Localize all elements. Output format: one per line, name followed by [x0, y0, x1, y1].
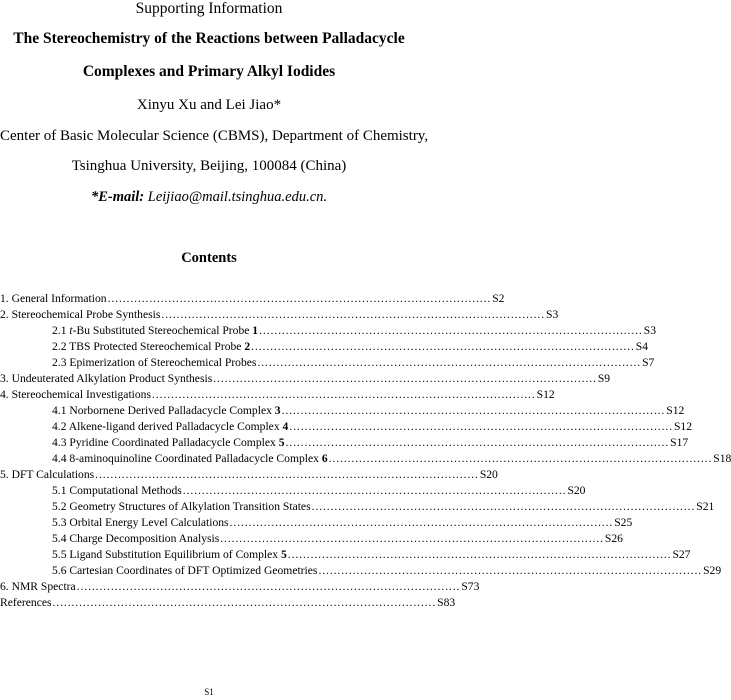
toc-entry-label: 5. DFT Calculations	[0, 468, 95, 481]
toc-leader-dots: .....................................................................................................	[229, 516, 614, 529]
toc-entry-page: S20	[567, 484, 586, 497]
toc-entry[interactable]	[0, 499, 715, 515]
toc-leader-dots: .....................................................................................................	[220, 532, 604, 545]
toc-entry-page: S20	[479, 468, 498, 481]
toc-entry-label: 5.3 Orbital Energy Level Calculations	[52, 516, 229, 529]
toc-entry-label: 5.6 Cartesian Coordinates of DFT Optimized Geometries	[52, 564, 318, 577]
toc-entry-page: S17	[670, 436, 689, 449]
affiliation-line-1: Center of Basic Molecular Science (CBMS), Department of Chemistry,	[0, 128, 429, 144]
toc-leader-dots: .....................................................................................................	[318, 564, 703, 577]
toc-entry-label: 2.3 Epimerization of Stereochemical Probes	[52, 356, 257, 369]
supporting-information-heading: Supporting Information	[135, 0, 283, 17]
toc-leader-dots: .....................................................................................................	[182, 484, 567, 497]
toc-entry-page: S4	[635, 340, 649, 353]
toc-entry[interactable]	[0, 435, 689, 451]
toc-entry-page: S27	[672, 548, 691, 561]
toc-entry-label: 6. NMR Spectra	[0, 580, 76, 593]
corresponding-email	[0, 188, 418, 206]
toc-entry[interactable]	[0, 323, 656, 339]
affiliation-line-2: Tsinghua University, Beijing, 100084 (China)	[71, 158, 347, 174]
toc-entry[interactable]	[0, 483, 586, 499]
toc-entry[interactable]	[0, 307, 559, 323]
toc-entry-label: 2.2 TBS Protected Stereochemical Probe 2	[52, 340, 251, 353]
toc-entry-page: S12	[673, 420, 693, 433]
contents-heading: Contents	[181, 250, 237, 266]
toc-entry[interactable]	[0, 515, 633, 531]
toc-entry-page: S9	[597, 372, 611, 385]
toc-leader-dots: .....................................................................................................	[311, 500, 696, 513]
toc-entry[interactable]	[0, 547, 691, 563]
toc-leader-dots: .....................................................................................................	[52, 596, 437, 609]
email-address: Leijiao@mail.tsinghua.edu.cn.	[147, 189, 328, 205]
toc-entry-page: S12	[536, 388, 555, 401]
toc-leader-dots: .....................................................................................................	[328, 452, 713, 465]
toc-leader-dots: .....................................................................................................	[281, 404, 666, 417]
toc-entry[interactable]	[0, 563, 722, 579]
toc-entry-label: References	[0, 596, 52, 609]
toc-entry-label: 3. Undeuterated Alkylation Product Synthesis	[0, 372, 213, 385]
toc-entry-page: S25	[614, 516, 633, 529]
toc-leader-dots: .....................................................................................................	[259, 324, 643, 337]
toc-entry-label: 5.1 Computational Methods	[52, 484, 182, 497]
toc-entry[interactable]	[0, 419, 693, 435]
toc-entry[interactable]	[0, 595, 456, 611]
toc-entry-label: 5.5 Ligand Substitution Equilibrium of Complex 5	[52, 548, 287, 561]
page-number: S1	[204, 687, 214, 697]
toc-leader-dots: .....................................................................................................	[257, 356, 642, 369]
toc-leader-dots: .....................................................................................................	[213, 372, 597, 385]
toc-entry-label: 4.2 Alkene-ligand derived Palladacycle Complex 4	[52, 420, 289, 433]
toc-entry-page: S3	[546, 308, 559, 321]
toc-entry[interactable]	[0, 339, 649, 355]
toc-entry[interactable]	[0, 531, 623, 547]
toc-entry-page: S21	[696, 500, 715, 513]
toc-entry[interactable]	[0, 579, 480, 595]
toc-entry-page: S29	[703, 564, 722, 577]
toc-entry-label: 4. Stereochemical Investigations	[0, 388, 151, 401]
toc-entry-page: S12	[666, 404, 685, 417]
toc-entry-label: 1. General Information	[0, 292, 107, 305]
toc-entry-page: S73	[461, 580, 480, 593]
toc-leader-dots: .....................................................................................................	[287, 548, 672, 561]
authors: Xinyu Xu and Lei Jiao*	[136, 97, 282, 113]
toc-leader-dots: .....................................................................................................	[152, 388, 536, 401]
paper-title-line-2: Complexes and Primary Alkyl Iodides	[82, 63, 336, 80]
toc-entry-label: 2. Stereochemical Probe Synthesis	[0, 308, 161, 321]
toc-entry-label: 4.4 8-aminoquinoline Coordinated Palladacycle Complex 6	[52, 452, 328, 465]
toc-entry-page: S83	[437, 596, 456, 609]
toc-entry[interactable]	[0, 403, 685, 419]
toc-entry-page: S2	[492, 292, 505, 305]
email-label: *E-mail:	[90, 189, 145, 205]
toc-entry-label: 4.1 Norbornene Derived Palladacycle Complex 3	[52, 404, 281, 417]
toc-leader-dots: .....................................................................................................	[76, 580, 461, 593]
toc-entry-page: S18	[713, 452, 731, 465]
toc-entry[interactable]	[0, 387, 555, 403]
toc-entry-page: S26	[604, 532, 623, 545]
toc-entry[interactable]	[0, 355, 655, 371]
toc-entry[interactable]	[0, 467, 498, 483]
toc-entry-label: 5.4 Charge Decomposition Analysis	[52, 532, 220, 545]
toc-entry[interactable]	[0, 451, 731, 467]
toc-entry-label: 4.3 Pyridine Coordinated Palladacycle Complex 5	[52, 436, 285, 449]
toc-entry-label: 5.2 Geometry Structures of Alkylation Transition States	[52, 500, 311, 513]
toc-entry-page: S3	[643, 324, 656, 337]
toc-entry-label: 2.1 t-Bu Substituted Stereochemical Probe 1	[52, 324, 259, 337]
paper-title-line-1: The Stereochemistry of the Reactions between Palladacycle	[13, 30, 405, 47]
toc-entry[interactable]	[0, 371, 611, 387]
toc-leader-dots: .....................................................................................................	[161, 308, 546, 321]
toc-leader-dots: .....................................................................................................	[289, 420, 673, 433]
toc-leader-dots: .....................................................................................................	[285, 436, 670, 449]
toc-leader-dots: .....................................................................................................	[107, 292, 492, 305]
toc-entry[interactable]	[0, 291, 505, 307]
toc-leader-dots: .....................................................................................................	[251, 340, 635, 353]
toc-entry-page: S7	[642, 356, 655, 369]
toc-leader-dots: .....................................................................................................	[95, 468, 479, 481]
